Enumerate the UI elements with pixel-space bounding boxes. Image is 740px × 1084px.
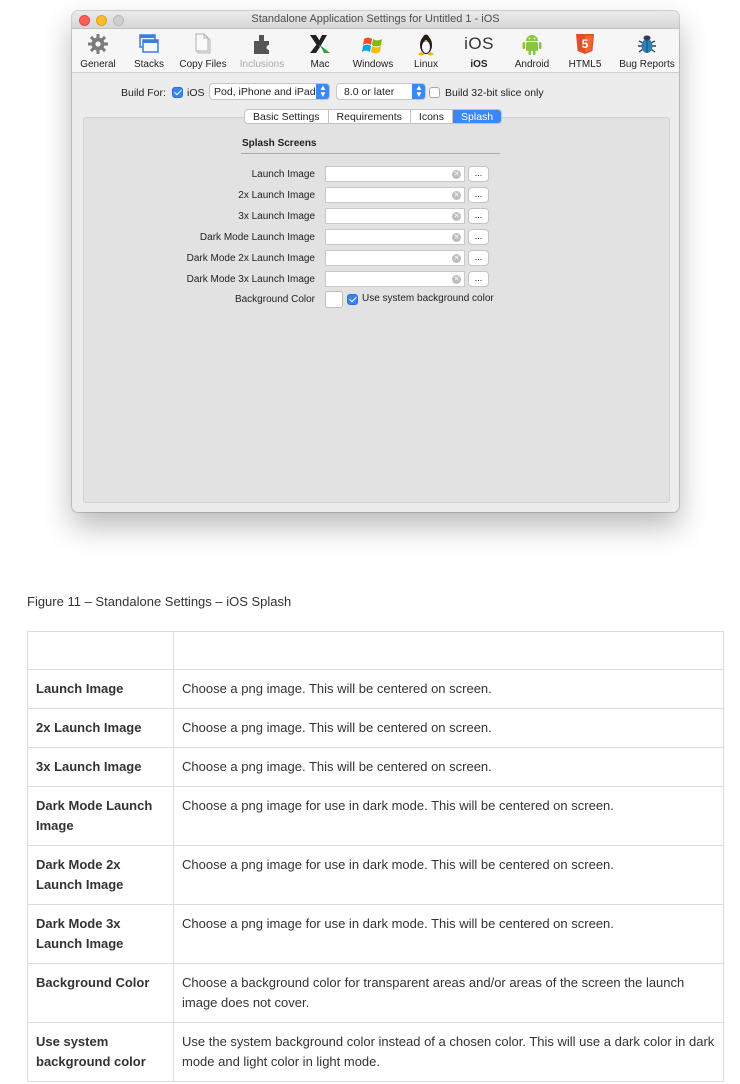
toolbar-html5[interactable]: 5 HTML5: [555, 32, 615, 70]
toolbar: [72, 29, 679, 73]
clear-icon[interactable]: ✕: [453, 234, 460, 241]
dark-launch-image-row: [84, 229, 669, 247]
browse-button[interactable]: ...: [468, 229, 489, 245]
launch-image-3x-row: [84, 208, 669, 226]
build-for-label: Build For:: [121, 87, 166, 99]
background-color-well[interactable]: [325, 291, 343, 308]
table-header-row: [28, 632, 724, 670]
table-cell-setting: Dark Mode Launch Image: [28, 787, 174, 846]
toolbar-android[interactable]: Android: [502, 32, 562, 70]
system-background-checkbox[interactable]: [347, 294, 358, 305]
table-header-cell: [28, 632, 174, 670]
table-cell-description: Use the system background color instead of a chosen color. This will use a dark color in dark mode and light color in light mode.: [174, 1023, 724, 1082]
dark-launch-image-3x-row: [84, 271, 669, 289]
svg-text:5: 5: [581, 37, 589, 51]
field-label: 3x Launch Image: [238, 211, 315, 222]
dark-launch-image-2x-row: [84, 250, 669, 268]
tab-basic-settings[interactable]: Basic Settings: [245, 110, 329, 123]
field-label: 2x Launch Image: [238, 190, 315, 201]
clear-icon[interactable]: ✕: [453, 171, 460, 178]
table-cell-description: Choose a png image. This will be centered on screen.: [174, 670, 724, 709]
stacks-icon: [119, 32, 179, 56]
toolbar-inclusions[interactable]: Inclusions: [232, 32, 292, 70]
description-table: [27, 631, 724, 1082]
device-popup[interactable]: Pod, iPhone and iPad ▲ ▼: [209, 83, 330, 100]
ios-checkbox-label: iOS: [187, 87, 205, 99]
launch-image-2x-field[interactable]: [325, 187, 465, 203]
section-divider: [241, 153, 500, 154]
splash-panel: [83, 117, 670, 503]
ios-checkbox[interactable]: [172, 87, 183, 98]
clear-icon[interactable]: ✕: [453, 192, 460, 199]
table-cell-description: Choose a png image for use in dark mode. This will be centered on screen.: [174, 787, 724, 846]
field-label: Background Color: [234, 294, 315, 305]
field-label: Dark Mode 2x Launch Image: [186, 253, 315, 264]
table-row: [28, 1023, 724, 1082]
clear-icon[interactable]: ✕: [453, 255, 460, 262]
table-row: [28, 670, 724, 709]
table-cell-setting: 3x Launch Image: [28, 748, 174, 787]
toolbar-copy-files[interactable]: Copy Files: [173, 32, 233, 70]
toolbar-bug-reports[interactable]: Bug Reports: [617, 32, 677, 70]
table-cell-setting: Background Color: [28, 964, 174, 1023]
version-popup[interactable]: 8.0 or later ▲ ▼: [336, 83, 426, 100]
dark-launch-image-field[interactable]: [325, 229, 465, 245]
field-label: Launch Image: [251, 169, 315, 180]
puzzle-icon: [232, 32, 292, 56]
clear-icon[interactable]: ✕: [453, 213, 460, 220]
table-cell-setting: Dark Mode 3x Launch Image: [28, 905, 174, 964]
table-row: [28, 846, 724, 905]
dark-launch-image-3x-field[interactable]: [325, 271, 465, 287]
browse-button[interactable]: ...: [468, 271, 489, 287]
table-cell-description: Choose a png image. This will be centered on screen.: [174, 709, 724, 748]
table-row: [28, 748, 724, 787]
popup-arrows-icon: ▲ ▼: [412, 83, 426, 100]
html5-icon: [555, 32, 615, 56]
toolbar-mac[interactable]: Mac: [290, 32, 350, 70]
section-title: Splash Screens: [242, 138, 317, 149]
android-icon: [502, 32, 562, 56]
table-row: [28, 787, 724, 846]
windows-flag-icon: [343, 32, 403, 56]
document-icon: [173, 32, 233, 56]
table-header-cell: [174, 632, 724, 670]
clear-icon[interactable]: ✕: [453, 276, 460, 283]
launch-image-row: [84, 166, 669, 184]
toolbar-windows[interactable]: Windows: [343, 32, 403, 70]
popup-arrows-icon: ▲ ▼: [316, 83, 330, 100]
bug-icon: [617, 32, 677, 56]
table-cell-setting: Dark Mode 2x Launch Image: [28, 846, 174, 905]
browse-button[interactable]: ...: [468, 250, 489, 266]
toolbar-stacks[interactable]: Stacks: [119, 32, 179, 70]
browse-button[interactable]: ...: [468, 187, 489, 203]
table-cell-description: Choose a png image for use in dark mode. This will be centered on screen.: [174, 846, 724, 905]
browse-button[interactable]: ...: [468, 208, 489, 224]
build-32bit-label: Build 32-bit slice only: [445, 87, 544, 99]
launch-image-2x-row: [84, 187, 669, 205]
window-title: Standalone Application Settings for Untitled 1 - iOS: [251, 13, 500, 25]
settings-window: [72, 11, 679, 512]
table-cell-description: Choose a background color for transparent areas and/or areas of the screen the launch image does not cover.: [174, 964, 724, 1023]
background-color-row: [84, 291, 669, 309]
table-row: [28, 905, 724, 964]
tab-icons[interactable]: Icons: [411, 110, 453, 123]
table-cell-description: Choose a png image for use in dark mode. This will be centered on screen.: [174, 905, 724, 964]
table-cell-setting: 2x Launch Image: [28, 709, 174, 748]
figure-caption: Figure 11 – Standalone Settings – iOS Splash: [27, 594, 292, 609]
dark-launch-image-2x-field[interactable]: [325, 250, 465, 266]
system-background-label: Use system background color: [362, 293, 494, 304]
build-for-row: [72, 83, 679, 103]
tab-requirements[interactable]: Requirements: [329, 110, 411, 123]
title-bar[interactable]: [72, 11, 679, 29]
mac-x-icon: [290, 32, 350, 56]
toolbar-ios[interactable]: iOS iOS: [449, 32, 509, 70]
penguin-icon: [396, 32, 456, 56]
build-32bit-checkbox[interactable]: [429, 87, 440, 98]
table-row: [28, 709, 724, 748]
settings-tabs: [244, 109, 502, 124]
ios-icon: iOS: [464, 34, 494, 53]
toolbar-general[interactable]: General: [72, 32, 128, 70]
field-label: Dark Mode 3x Launch Image: [186, 274, 315, 285]
table-cell-setting: Use system background color: [28, 1023, 174, 1082]
field-label: Dark Mode Launch Image: [199, 232, 315, 243]
browse-button[interactable]: ...: [468, 166, 489, 182]
launch-image-field[interactable]: [325, 166, 465, 182]
table-row: [28, 964, 724, 1023]
tab-splash[interactable]: Splash: [453, 110, 501, 123]
table-cell-description: Choose a png image. This will be centered on screen.: [174, 748, 724, 787]
launch-image-3x-field[interactable]: [325, 208, 465, 224]
table-cell-setting: Launch Image: [28, 670, 174, 709]
toolbar-linux[interactable]: Linux: [396, 32, 456, 70]
